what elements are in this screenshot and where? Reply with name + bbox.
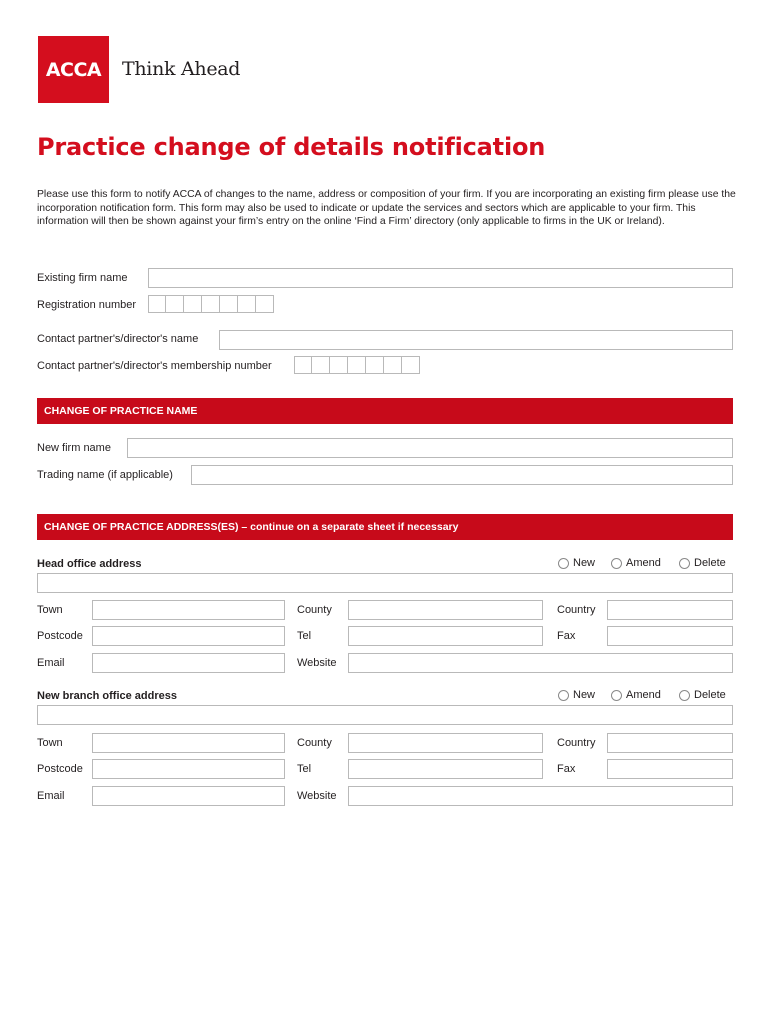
website-label: Website <box>297 790 337 802</box>
practice-name-heading: CHANGE OF PRACTICE NAME <box>37 398 733 424</box>
branch-office-county-field[interactable] <box>348 733 543 753</box>
branch-office-town-field[interactable] <box>92 733 285 753</box>
fax-label: Fax <box>557 763 576 775</box>
head-office-county-field[interactable] <box>348 600 543 620</box>
branch-office-country-field[interactable] <box>607 733 733 753</box>
tel-label: Tel <box>297 763 312 775</box>
digit-box[interactable] <box>184 295 202 313</box>
partner-membership-field[interactable] <box>294 356 420 374</box>
digit-box[interactable] <box>238 295 256 313</box>
radio-circle-icon <box>611 558 622 569</box>
radio-circle-icon <box>679 690 690 701</box>
radio-label: New <box>573 557 596 569</box>
branch-office-delete-radio[interactable] <box>679 689 726 701</box>
branch-office-email-field[interactable] <box>92 786 285 806</box>
digit-box[interactable] <box>366 356 384 374</box>
head-office-new-radio[interactable] <box>558 557 595 569</box>
digit-box[interactable] <box>348 356 366 374</box>
branch-office-heading: New branch office address <box>37 690 177 702</box>
digit-box[interactable] <box>148 295 166 313</box>
new-firm-name-label: New firm name <box>37 442 111 454</box>
head-office-country-field[interactable] <box>607 600 733 620</box>
branch-office-fax-field[interactable] <box>607 759 733 779</box>
town-label: Town <box>37 604 63 616</box>
intro-text: Please use this form to notify ACCA of changes to the name, address or composition of your firm. If you are incorporating an existing firm please use the incorporation notification form. This form may also be used to indicate or update the services and sectors which are applicable to your firm. This information will then be shown against your firm’s entry on the online ‘Find a Firm’ directory (only applicable to firms in the UK or Ireland). <box>37 189 736 228</box>
radio-label: Delete <box>694 557 726 569</box>
radio-circle-icon <box>611 690 622 701</box>
partner-membership-label: Contact partner's/director's membership number <box>37 360 272 372</box>
tel-label: Tel <box>297 630 312 642</box>
trading-name-label: Trading name (if applicable) <box>37 469 173 481</box>
digit-box[interactable] <box>220 295 238 313</box>
country-label: Country <box>557 737 596 749</box>
digit-box[interactable] <box>166 295 184 313</box>
head-office-amend-radio[interactable] <box>611 557 661 569</box>
head-office-fax-field[interactable] <box>607 626 733 646</box>
head-office-email-field[interactable] <box>92 653 285 673</box>
digit-box[interactable] <box>202 295 220 313</box>
head-office-postcode-field[interactable] <box>92 626 285 646</box>
page-title: Practice change of details notification <box>37 133 546 161</box>
branch-office-website-field[interactable] <box>348 786 733 806</box>
registration-number-label: Registration number <box>37 299 137 311</box>
county-label: County <box>297 737 332 749</box>
digit-box[interactable] <box>294 356 312 374</box>
partner-name-label: Contact partner's/director's name <box>37 333 199 345</box>
email-label: Email <box>37 790 65 802</box>
head-office-address-field[interactable] <box>37 573 733 593</box>
postcode-label: Postcode <box>37 763 83 775</box>
trading-name-field[interactable] <box>191 465 733 485</box>
branch-office-postcode-field[interactable] <box>92 759 285 779</box>
tagline: Think Ahead <box>122 58 241 80</box>
acca-logo <box>38 36 109 103</box>
head-office-website-field[interactable] <box>348 653 733 673</box>
digit-box[interactable] <box>402 356 420 374</box>
branch-office-amend-radio[interactable] <box>611 689 661 701</box>
radio-label: Amend <box>626 557 661 569</box>
radio-circle-icon <box>679 558 690 569</box>
partner-name-field[interactable] <box>219 330 733 350</box>
practice-address-heading: CHANGE OF PRACTICE ADDRESS(ES) – continue on a separate sheet if necessary <box>37 514 733 540</box>
head-office-tel-field[interactable] <box>348 626 543 646</box>
head-office-heading: Head office address <box>37 558 142 570</box>
digit-box[interactable] <box>312 356 330 374</box>
radio-label: Amend <box>626 689 661 701</box>
branch-office-address-field[interactable] <box>37 705 733 725</box>
radio-circle-icon <box>558 558 569 569</box>
website-label: Website <box>297 657 337 669</box>
existing-firm-name-field[interactable] <box>148 268 733 288</box>
registration-number-field[interactable] <box>148 295 274 313</box>
fax-label: Fax <box>557 630 576 642</box>
radio-label: Delete <box>694 689 726 701</box>
town-label: Town <box>37 737 63 749</box>
branch-office-new-radio[interactable] <box>558 689 595 701</box>
existing-firm-name-label: Existing firm name <box>37 272 128 284</box>
radio-label: New <box>573 689 596 701</box>
postcode-label: Postcode <box>37 630 83 642</box>
country-label: Country <box>557 604 596 616</box>
email-label: Email <box>37 657 65 669</box>
digit-box[interactable] <box>384 356 402 374</box>
new-firm-name-field[interactable] <box>127 438 733 458</box>
radio-circle-icon <box>558 690 569 701</box>
head-office-town-field[interactable] <box>92 600 285 620</box>
digit-box[interactable] <box>256 295 274 313</box>
digit-box[interactable] <box>330 356 348 374</box>
logo-text: ACCA <box>45 58 102 81</box>
branch-office-tel-field[interactable] <box>348 759 543 779</box>
county-label: County <box>297 604 332 616</box>
head-office-delete-radio[interactable] <box>679 557 726 569</box>
